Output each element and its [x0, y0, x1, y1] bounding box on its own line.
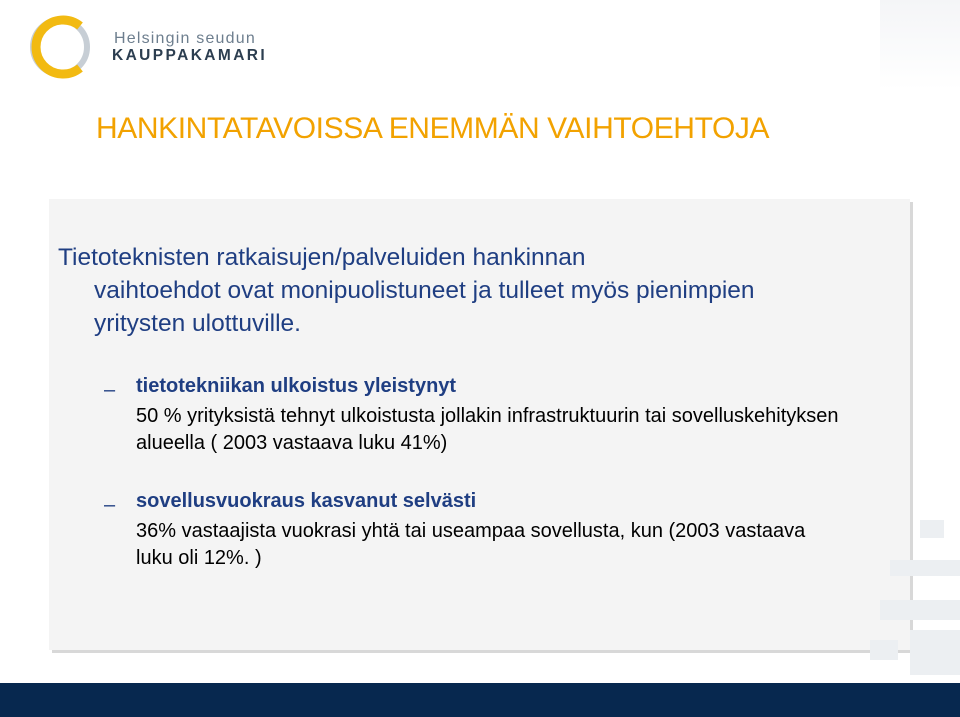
- dash-bullet: –: [104, 494, 116, 516]
- gear-watermark-icon: [850, 520, 960, 680]
- header-fade: [880, 0, 960, 90]
- footer-bar: [0, 683, 960, 717]
- logo-text-line2: KAUPPAKAMARI: [112, 47, 268, 64]
- bullet-heading: tietotekniikan ulkoistus yleistynyt: [136, 375, 457, 397]
- slide-title: HANKINTATAVOISSA ENEMMÄN VAIHTOEHTOJA: [96, 112, 770, 145]
- logo: [28, 14, 268, 80]
- dash-bullet: –: [104, 379, 116, 401]
- intro-rest: vaihtoehdot ovat monipuolistuneet ja tulleet myös pienimpien yritysten ulottuville.: [94, 277, 755, 337]
- c-ring-logo-icon: [28, 14, 118, 80]
- intro-lead: Tietoteknisten ratkaisujen/palveluiden hankinnan: [58, 244, 586, 271]
- bullet-heading: sovellusvuokraus kasvanut selvästi: [136, 490, 477, 512]
- bullet-body: 36% vastaajista vuokrasi yhtä tai useampaa sovellusta, kun (2003 vastaava luku oli 12%. ): [136, 520, 806, 569]
- bullet-body: 50 % yrityksistä tehnyt ulkoistusta jollakin infrastruktuurin tai sovelluskehityksen alueella ( 2003 vastaava luku 41%): [136, 405, 839, 454]
- intro-paragraph: [58, 241, 838, 340]
- logo-text-line1: Helsingin seudun: [114, 30, 256, 47]
